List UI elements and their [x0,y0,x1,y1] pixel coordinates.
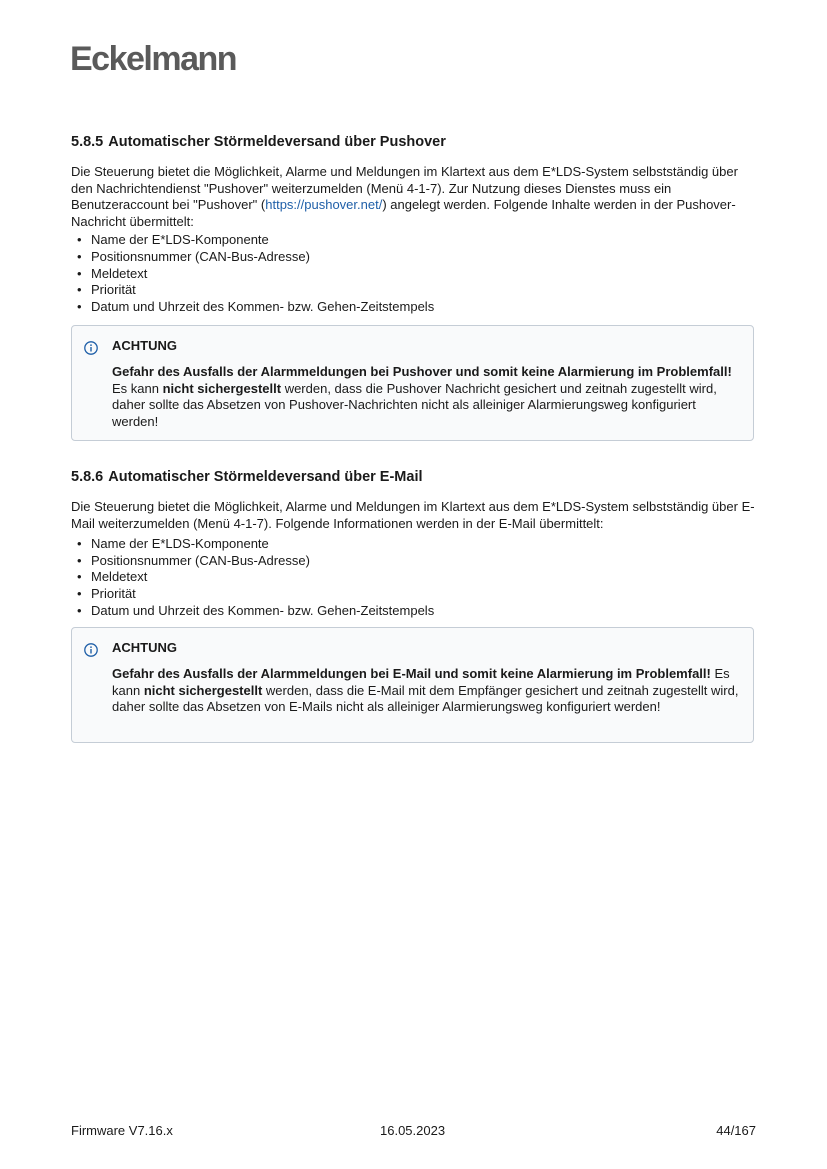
section-email [71,469,756,485]
warning-notice [71,325,754,441]
info-icon [84,341,98,355]
notice-bold-text: nicht sichergestellt [143,682,263,698]
list-item: • Meldetext [77,569,756,586]
notice-text: werden, dass die E-Mail mit dem Empfänger gesichert und zeitnah zugestellt wird, daher sollte das Absetzen von E-Mails nicht als alleiniger Alarmierungsweg konfiguriert werden! [112,682,739,715]
list-item: • Datum und Uhrzeit des Kommen- bzw. Gehen-Zeitstempels [77,299,756,316]
pushover-link[interactable]: https://pushover.net/ [265,197,383,213]
footer-date: 16.05.2023 [380,1123,446,1138]
section-email-body [71,499,756,619]
notice-title: ACHTUNG [112,640,177,655]
list-item: • Name der E*LDS-Komponente [77,536,756,553]
notice-body [112,666,739,716]
notice-text: Es kann [112,380,163,396]
list-item: • Name der E*LDS-Komponente [77,232,756,249]
content-list [71,232,756,315]
notice-bold-text: Gefahr des Ausfalls der Alarmmeldungen bei Pushover und somit keine Alarmierung im Problemfall! [112,364,732,379]
notice-body [112,364,739,430]
list-item: • Positionsnummer (CAN-Bus-Adresse) [77,249,756,266]
section-pushover [71,134,756,150]
list-item: • Datum und Uhrzeit des Kommen- bzw. Gehen-Zeitstempels [77,603,756,620]
footer-firmware: Firmware V7.16.x [71,1123,173,1138]
section-heading [71,134,756,150]
notice-title: ACHTUNG [112,338,177,353]
section-number: 5.8.5 [71,134,104,150]
section-pushover-body [71,164,756,315]
list-item: • Positionsnummer (CAN-Bus-Adresse) [77,553,756,570]
notice-bold-text: Gefahr des Ausfalls der Alarmmeldungen bei E-Mail und somit keine Alarmierung im Problemfall! [112,666,711,681]
company-logo: Eckelmann [70,40,237,78]
list-item: • Priorität [77,282,756,299]
intro-text-part1: Die Steuerung bietet die Möglichkeit, Alarme und Meldungen im Klartext aus dem E*LDS-System selbstständig über den Nachrichtendienst "Pushover" weiterzumelden (Menü 4-1-7). Zur Nutzung dieses Dienstes muss ein Benutzeraccount bei "Pushover" ( [71,164,738,213]
section-title: Automatischer Störmeldeversand über E-Mail [108,469,423,485]
notice-text: Es kann [112,666,730,698]
notice-text: werden, dass die Pushover Nachricht gesichert und zeitnah zugestellt wird, daher sollte das Absetzen von Pushover-Nachrichten nicht als alleiniger Alarmierungsweg konfiguriert werden! [112,380,717,429]
intro-paragraph [71,164,756,230]
intro-text-part2: ) angelegt werden. Folgende Inhalte werden in der Pushover-Nachricht übermittelt: [71,197,736,229]
content-list [71,536,756,619]
footer-page-number: 44/167 [716,1123,756,1138]
list-item: • Priorität [77,586,756,603]
section-title: Automatischer Störmeldeversand über Pushover [108,134,446,150]
intro-paragraph: Die Steuerung bietet die Möglichkeit, Alarme und Meldungen im Klartext aus dem E*LDS-System selbstständig über E-Mail weiterzumelden (Menü 4-1-7). Folgende Informationen werden in der E-Mail übermittelt: [71,499,755,531]
info-icon [84,643,98,657]
section-heading [71,469,756,485]
warning-notice [71,627,754,743]
list-item: • Meldetext [77,266,756,283]
notice-bold-text: nicht sichergestellt [162,380,282,396]
section-number: 5.8.6 [71,469,104,485]
